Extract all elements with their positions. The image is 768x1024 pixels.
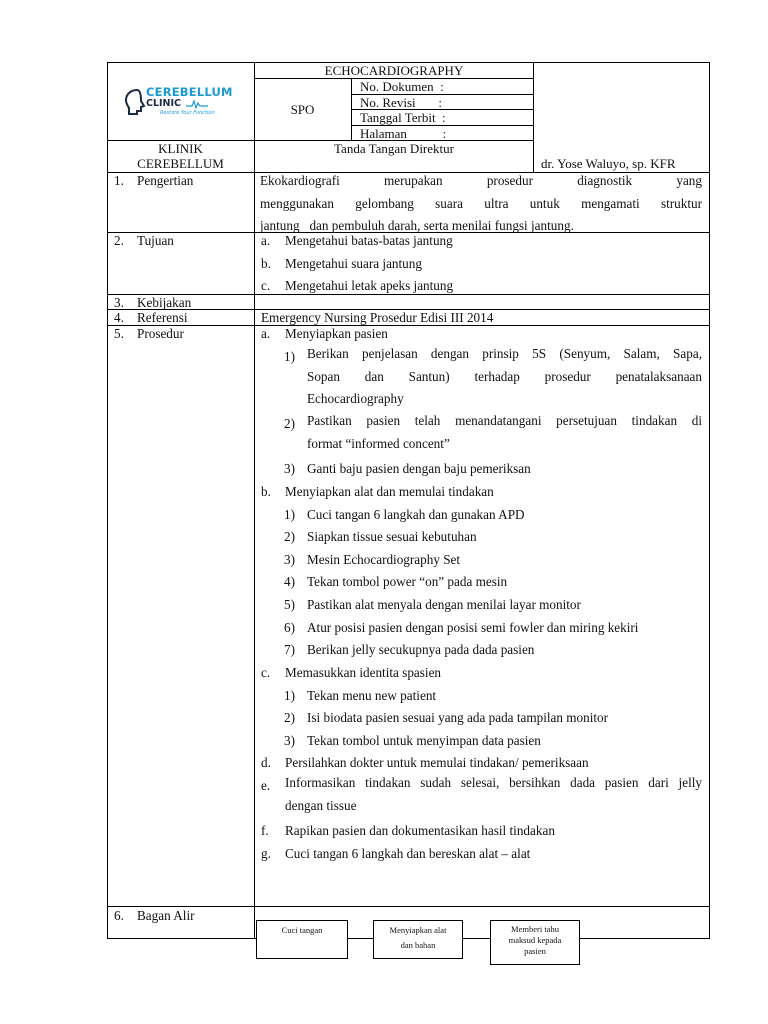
prosedur-marker: a.: [261, 326, 271, 341]
prosedur-substep-b5: Pastikan alat menyala dengan menilai layar monitor: [307, 597, 581, 612]
spo-label: SPO: [290, 102, 315, 117]
pengertian-line: Ekokardiografi merupakan prosedur diagnostik yang: [260, 173, 702, 188]
prosedur-marker: f.: [261, 823, 269, 838]
section-num-6: 6.: [114, 908, 124, 923]
substep-line: Pastikan pasien telah menandatangani persetujuan tindakan di: [307, 413, 702, 428]
prosedur-marker: c.: [261, 665, 271, 680]
prosedur-substep-marker: 1): [284, 688, 295, 703]
substep-line: Echocardiography: [307, 391, 404, 406]
section-label-prosedur: Prosedur: [137, 326, 184, 341]
head-profile-icon: [124, 88, 146, 116]
flowchart-box-label: Cuci tangan: [281, 925, 323, 935]
pengertian-line: jantung dan pembuluh darah, serta menilai fungsi jantung.: [260, 218, 574, 233]
tujuan-item: Mengetahui letak apeks jantung: [285, 278, 454, 293]
prosedur-step-c: Memasukkan identita spasien: [285, 665, 442, 680]
prosedur-marker: b.: [261, 484, 271, 499]
prosedur-step-d: Persilahkan dokter untuk memulai tindakan/ pemeriksaan: [285, 755, 589, 770]
prosedur-step-e: [285, 772, 702, 817]
section-num-3: 3.: [114, 295, 124, 310]
field-no-dokumen: No. Dokumen :: [360, 79, 444, 94]
prosedur-step-f: Rapikan pasien dan dokumentasikan hasil tindakan: [285, 823, 555, 838]
section-num-2: 2.: [114, 233, 124, 248]
row-rule-3: [107, 294, 710, 295]
prosedur-substep-marker: 3): [284, 461, 295, 476]
flowchart-box-menyiapkan-alat: [373, 920, 463, 959]
prosedur-substep-marker: 3): [284, 733, 295, 748]
prosedur-step-b: Menyiapkan alat dan memulai tindakan: [285, 484, 494, 499]
section-num-4: 4.: [114, 310, 124, 325]
prosedur-substep-c3: Tekan tombol untuk menyimpan data pasien: [307, 733, 541, 748]
prosedur-substep-c1: Tekan menu new patient: [307, 688, 437, 703]
tujuan-marker: a.: [261, 233, 271, 248]
prosedur-step-a: Menyiapkan pasien: [285, 326, 388, 341]
tujuan-marker: c.: [261, 278, 271, 293]
prosedur-substep-a3: Ganti baju pasien dengan baju pemeriksan: [307, 461, 531, 476]
field-halaman: Halaman :: [360, 126, 447, 141]
flowchart-box-label: Memberi tahu: [511, 924, 559, 934]
prosedur-substep-c2: Isi biodata pasien sesuai yang ada pada tampilan monitor: [307, 710, 609, 725]
prosedur-substep-b1: Cuci tangan 6 langkah dan gunakan APD: [307, 507, 525, 522]
divider-logo: [254, 62, 255, 939]
section-num-5: 5.: [114, 326, 124, 341]
step-line: Informasikan tindakan sudah selesai, bersihkan dada pasien dari jelly: [285, 775, 702, 790]
row-rule-6: [107, 906, 710, 907]
flowchart-box-label: Menyiapkan alat: [389, 925, 447, 935]
signature-label: Tanda Tangan Direktur: [334, 141, 454, 156]
clinic-name-line2: CEREBELLUM: [137, 156, 224, 171]
flowchart-box-label: maksud kepada: [508, 935, 562, 945]
field-tanggal-terbit: Tanggal Terbit :: [360, 110, 446, 125]
prosedur-substep-marker: 4): [284, 574, 295, 589]
prosedur-substep-a1: [307, 343, 702, 411]
field-no-revisi: No. Revisi :: [360, 95, 442, 110]
prosedur-substep-marker: 7): [284, 642, 295, 657]
prosedur-marker: e.: [261, 778, 271, 793]
pengertian-text: [260, 170, 702, 238]
section-label-kebijakan: Kebijakan: [137, 295, 192, 310]
section-label-tujuan: Tujuan: [137, 233, 174, 248]
section-num-1: 1.: [114, 173, 124, 188]
table-border-left: [107, 62, 108, 939]
clinic-logo: [124, 86, 239, 118]
pulse-line-icon: [186, 99, 208, 109]
prosedur-substep-marker: 3): [284, 552, 295, 567]
prosedur-substep-b7: Berikan jelly secukupnya pada dada pasien: [307, 642, 535, 657]
substep-line: Berikan penjelasan dengan prinsip 5S (Senyum, Salam, Sapa,: [307, 346, 702, 361]
prosedur-marker: d.: [261, 755, 271, 770]
prosedur-substep-marker: 1): [284, 349, 295, 364]
table-border-right: [709, 62, 710, 939]
prosedur-step-g: Cuci tangan 6 langkah dan bereskan alat – alat: [285, 846, 531, 861]
substep-line: format “informed concent”: [307, 435, 450, 451]
prosedur-marker: g.: [261, 846, 271, 861]
prosedur-substep-b2: Siapkan tissue sesuai kebutuhan: [307, 529, 477, 544]
prosedur-substep-marker: 2): [284, 529, 295, 544]
prosedur-substep-b4: Tekan tombol power “on” pada mesin: [307, 574, 508, 589]
logo-word-clinic: CLINIC: [146, 98, 182, 109]
prosedur-substep-marker: 5): [284, 597, 295, 612]
flowchart-box-memberi-tahu: [490, 920, 580, 965]
prosedur-substep-b3: Mesin Echocardiography Set: [307, 552, 461, 567]
logo-word-cerebellum: CEREBELLUM: [146, 85, 233, 99]
document-title: ECHOCARDIOGRAPHY: [324, 63, 464, 78]
prosedur-substep-marker: 2): [284, 710, 295, 725]
prosedur-substep-marker: 1): [284, 507, 295, 522]
referensi-text: Emergency Nursing Prosedur Edisi III 2014: [261, 310, 494, 325]
row-rule-5: [107, 325, 710, 326]
clinic-name-line1: KLINIK: [158, 141, 203, 156]
tujuan-item: Mengetahui suara jantung: [285, 256, 422, 271]
pengertian-line: menggunakan gelombang suara ultra untuk mengamati struktur: [260, 195, 702, 211]
step-line: dengan tissue: [285, 797, 357, 813]
section-label-bagan-alir: Bagan Alir: [137, 908, 195, 923]
prosedur-substep-a2: [307, 410, 702, 455]
prosedur-substep-b6: Atur posisi pasien dengan posisi semi fowler dan miring kekiri: [307, 620, 639, 635]
section-label-referensi: Referensi: [137, 310, 188, 325]
section-label-pengertian: Pengertian: [137, 173, 194, 188]
tujuan-item: Mengetahui batas-batas jantung: [285, 233, 453, 248]
prosedur-substep-marker: 6): [284, 620, 295, 635]
logo-tagline: Restore Your Function: [160, 110, 215, 116]
flowchart-box-label: dan bahan: [400, 940, 436, 950]
flowchart-box-cuci-tangan: [256, 920, 348, 959]
substep-line: Sopan dan Santun) terhadap prosedur penatalaksanaan: [307, 368, 702, 384]
prosedur-substep-marker: 2): [284, 416, 295, 431]
tujuan-marker: b.: [261, 256, 271, 271]
flowchart-box-label: pasien: [524, 946, 546, 956]
director-name: dr. Yose Waluyo, sp. KFR: [541, 156, 676, 171]
